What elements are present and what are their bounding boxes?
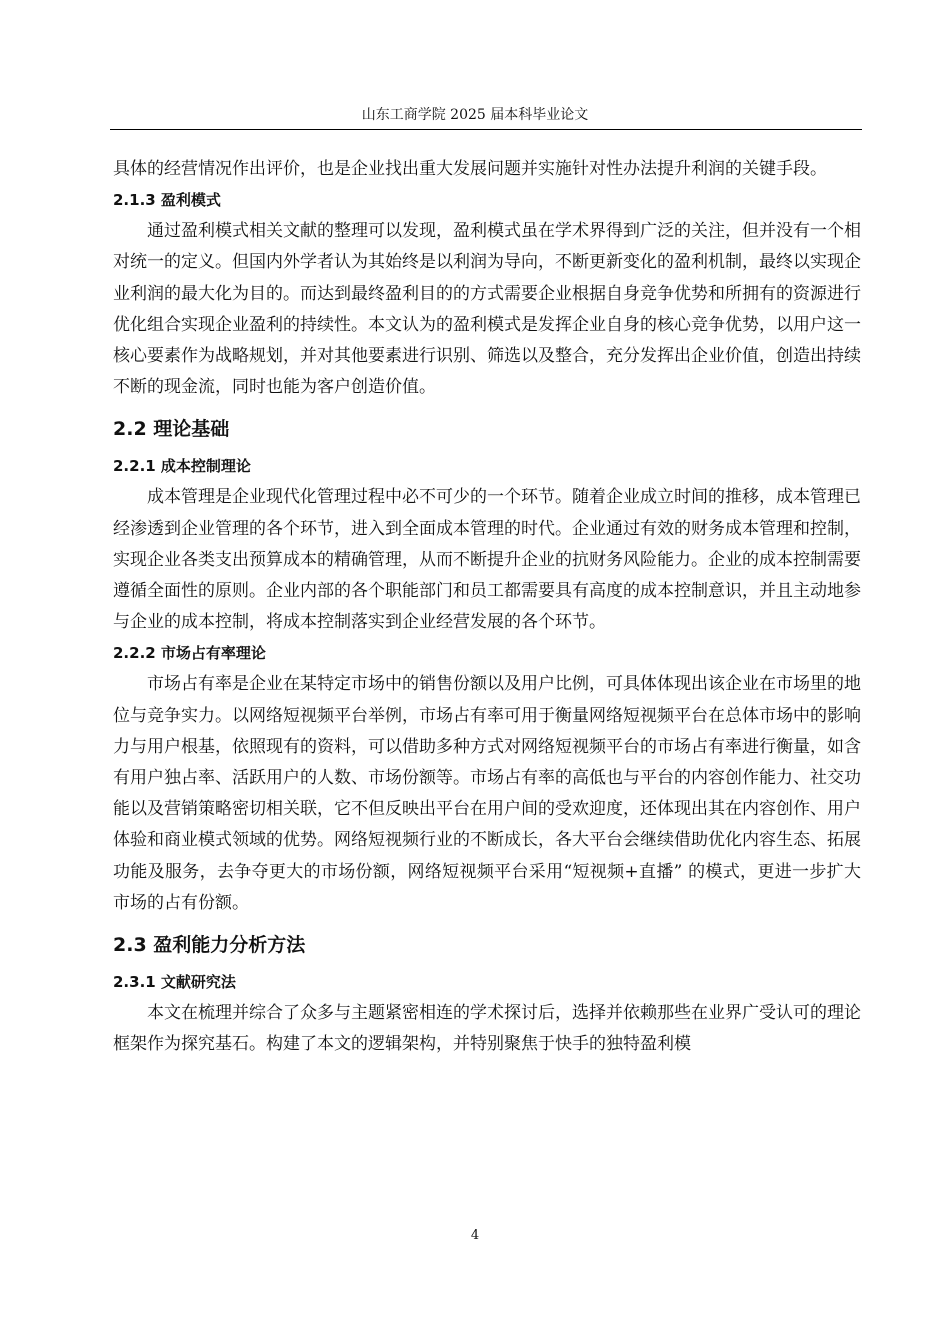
page-body [113, 154, 861, 1060]
section-heading-2-2-1: 2.2.1 成本控制理论 [113, 457, 251, 476]
section-heading-2-3-1: 2.3.1 文献研究法 [113, 973, 236, 992]
paragraph-continued: 具体的经营情况作出评价，也是企业找出重大发展问题并实施针对性办法提升利润的关键手段。 [113, 159, 827, 179]
paragraph-literature-method: 本文在梳理并综合了众多与主题紧密相连的学术探讨后，选择并依赖那些在业界广受认可的理论框架作为探究基石。构建了本文的逻辑架构，并特别聚焦于快手的独特盈利模 [113, 1003, 861, 1055]
section-heading-2-2-2: 2.2.2 市场占有率理论 [113, 644, 266, 663]
section-heading-2-2: 2.2 理论基础 [113, 418, 230, 441]
paragraph-cost-control: 成本管理是企业现代化管理过程中必不可少的一个环节。随着企业成立时间的推移，成本管理已经渗透到企业管理的各个环节，进入到全面成本管理的时代。企业通过有效的财务成本管理和控制，实现企业各类支出预算成本的精确管理，从而不断提升企业的抗财务风险能力。企业的成本控制需要遵循全面性的原则。企业内部的各个职能部门和员工都需要具有高度的成本控制意识，并且主动地参与企业的成本控制，将成本控制落实到企业经营发展的各个环节。 [113, 487, 861, 633]
section-heading-2-3: 2.3 盈利能力分析方法 [113, 934, 306, 957]
paragraph-market-share: 市场占有率是企业在某特定市场中的销售份额以及用户比例，可具体体现出该企业在市场里的地位与竞争实力。以网络短视频平台举例，市场占有率可用于衡量网络短视频平台在总体市场中的影响力与用户根基，依照现有的资料，可以借助多种方式对网络短视频平台的市场占有率进行衡量，如含有用户独占率、活跃用户的人数、市场份额等。市场占有率的高低也与平台的内容创作能力、社交功能以及营销策略密切相关联，它不但反映出平台在用户间的受欢迎度，还体现出其在内容创作、用户体验和商业模式领域的优势。网络短视频行业的不断成长，各大平台会继续借助优化内容生态、拓展功能及服务，去争夺更大的市场份额，网络短视频平台采用“短视频+直播” 的模式，更进一步扩大市场的占有份额。 [113, 674, 861, 913]
section-heading-2-1-3: 2.1.3 盈利模式 [113, 191, 221, 210]
page-number: 4 [470, 1228, 480, 1243]
running-header: 山东工商学院 2025 届本科毕业论文 [361, 107, 589, 123]
paragraph-profit-model: 通过盈利模式相关文献的整理可以发现，盈利模式虽在学术界得到广泛的关注，但并没有一个相对统一的定义。但国内外学者认为其始终是以利润为导向，不断更新变化的盈利机制，最终以实现企业利润的最大化为目的。而达到最终盈利目的的方式需要企业根据自身竞争优势和所拥有的资源进行优化组合实现企业盈利的持续性。本文认为的盈利模式是发挥企业自身的核心竞争优势，以用户这一核心要素作为战略规划，并对其他要素进行识别、筛选以及整合，充分发挥出企业价值，创造出持续不断的现金流，同时也能为客户创造价值。 [113, 221, 861, 398]
header-rule [110, 129, 862, 130]
